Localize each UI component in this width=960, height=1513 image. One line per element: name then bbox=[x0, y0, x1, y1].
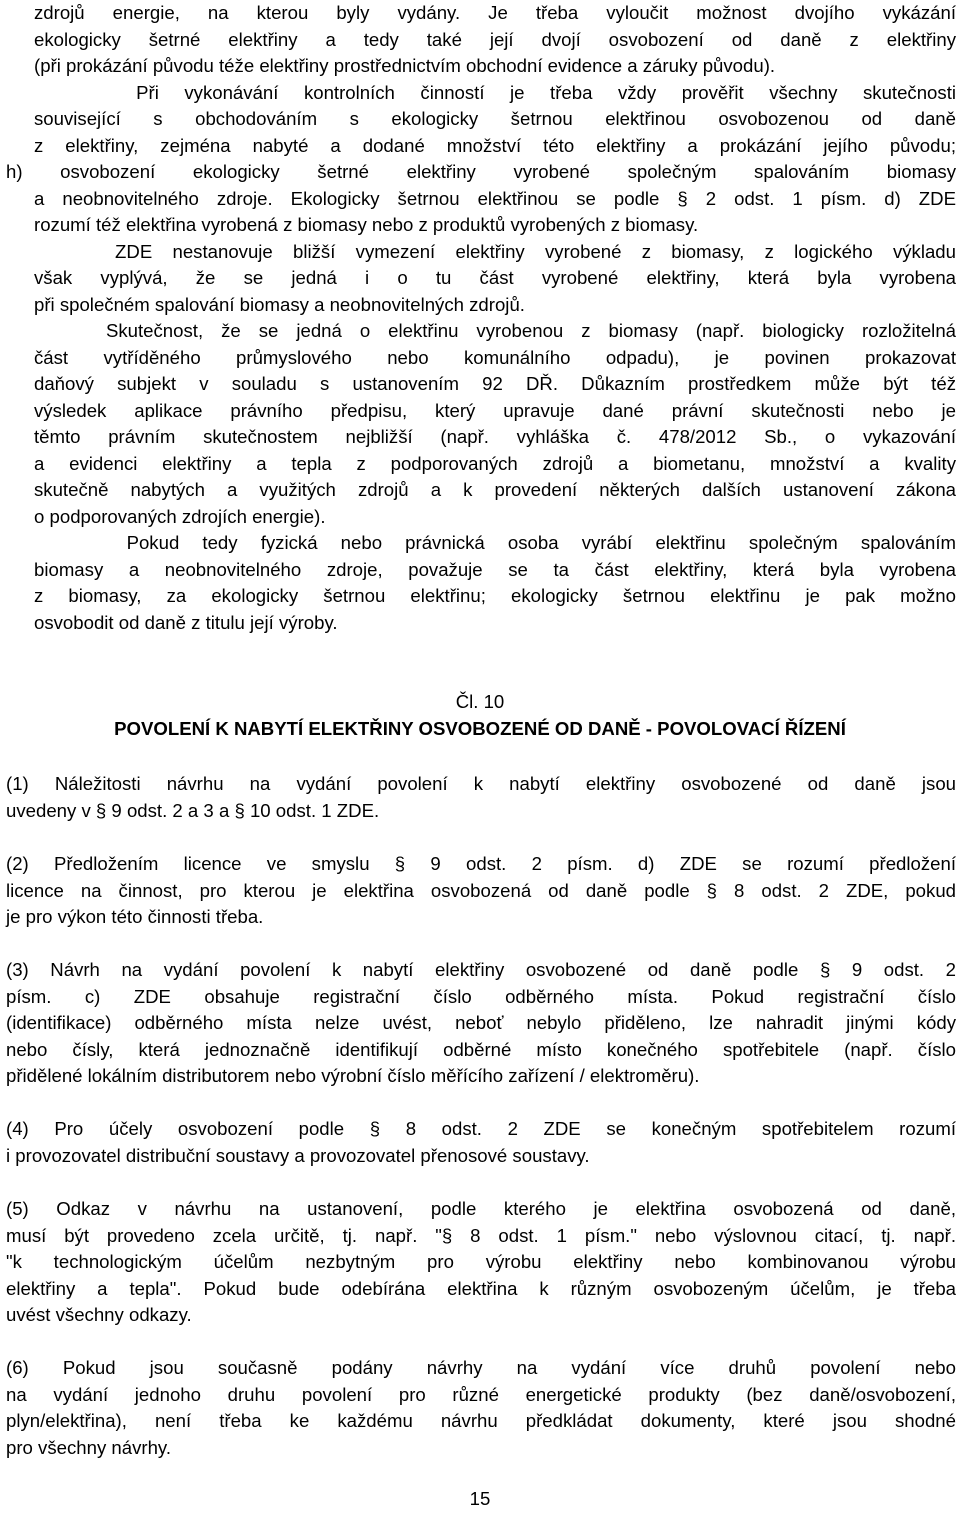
article-number: Čl. 10 bbox=[455, 691, 505, 712]
text-line: licence na činnost, pro kterou je elektřina osvobozená od daně podle § 8 odst. 2 ZDE, pokud bbox=[6, 879, 956, 901]
text-line: na vydání jednoho druhu povolení pro různé energetické produkty (bez daně/osvobození, bbox=[6, 1383, 956, 1405]
text-line: (3) Návrh na vydání povolení k nabytí elektřiny osvobozené od daně podle § 9 odst. 2 bbox=[6, 959, 956, 980]
text-line: výsledek aplikace právního předpisu, který upravuje dané právní skutečnosti nebo je bbox=[34, 399, 956, 421]
text-line: h) osvobození ekologicky šetrné elektřiny vyrobené společným spalováním biomasy bbox=[6, 161, 956, 182]
text-line: (při prokázání původu téže elektřiny prostřednictvím obchodní evidence a záruky původu). bbox=[34, 55, 776, 76]
text-line: z elektřiny, zejména nabyté a dodané množství této elektřiny a prokázání jejího původu; bbox=[34, 134, 956, 156]
text-line: skutečně nabytých a využitých zdrojů a k provedení některých dalších ustanovení zákona bbox=[34, 479, 956, 500]
text-line: o podporovaných zdrojích energie). bbox=[34, 505, 326, 527]
text-line: písm. c) ZDE obsahuje registrační číslo odběrného místa. Pokud registrační číslo bbox=[6, 985, 956, 1007]
text-line: uvedeny v § 9 odst. 2 a 3 a § 10 odst. 1 ZDE. bbox=[6, 799, 380, 821]
text-line: (6) Pokud jsou současně podány návrhy na vydání více druhů povolení nebo bbox=[6, 1357, 956, 1378]
text-line: ekologicky šetrné elektřiny a tedy také její dvojí osvobození od daně z elektřiny bbox=[34, 28, 956, 50]
text-line: Při vykonávání kontrolních činností je třeba vždy prověřit všechny skutečnosti bbox=[34, 81, 956, 103]
text-line: daňový subjekt v souladu s ustanovením 92 DŘ. Důkazním prostředkem může být též bbox=[34, 373, 956, 394]
page-number: 15 bbox=[469, 1488, 491, 1509]
text-line: je pro výkon této činnosti třeba. bbox=[6, 906, 264, 927]
text-line: související s obchodováním s ekologicky šetrnou elektřinou osvobozenou od daně bbox=[34, 108, 956, 129]
text-line: ZDE nestanovuje bližší vymezení elektřiny vyrobené z biomasy, z logického výkladu bbox=[34, 240, 956, 262]
text-line: pro všechny návrhy. bbox=[6, 1436, 172, 1458]
text-line: (1) Náležitosti návrhu na vydání povolení k nabytí elektřiny osvobozené od daně jsou bbox=[6, 773, 956, 794]
text-line: těmto právním skutečnostem nejbližší (např. vyhláška č. 478/2012 Sb., o vykazování bbox=[34, 426, 956, 447]
text-line: (4) Pro účely osvobození podle § 8 odst. 2 ZDE se konečným spotřebitelem rozumí bbox=[6, 1118, 956, 1139]
text-line: uvést všechny odkazy. bbox=[6, 1304, 192, 1325]
text-line: při společném spalování biomasy a neobnovitelných zdrojů. bbox=[34, 293, 525, 315]
text-line: a evidenci elektřiny a tepla z podporovaných zdrojů a biometanu, množství a kvality bbox=[34, 452, 956, 474]
text-line: musí být provedeno zcela určitě, tj. např. "§ 8 odst. 1 písm." nebo výslovnou citací, tj. např. bbox=[6, 1224, 956, 1246]
text-line: Pokud tedy fyzická nebo právnická osoba vyrábí elektřinu společným spalováním bbox=[34, 532, 956, 553]
text-line: přidělené lokálním distributorem nebo výrobní číslo měřícího zařízení / elektroměru). bbox=[6, 1065, 700, 1086]
text-line: (2) Předložením licence ve smyslu § 9 odst. 2 písm. d) ZDE se rozumí předložení bbox=[6, 853, 956, 874]
text-line: část vytříděného průmyslového nebo komunálního odpadu), je povinen prokazovat bbox=[34, 346, 956, 368]
text-line: zdrojů energie, na kterou byly vydány. Je třeba vyloučit možnost dvojího vykázání bbox=[34, 2, 956, 23]
article-title: POVOLENÍ K NABYTÍ ELEKTŘINY OSVOBOZENÉ OD DANĚ - POVOLOVACÍ ŘÍZENÍ bbox=[114, 718, 846, 739]
text-line: Skutečnost, že se jedná o elektřinu vyrobenou z biomasy (např. biologicky rozložitelná bbox=[34, 320, 956, 341]
text-line: osvobodit od daně z titulu její výroby. bbox=[34, 611, 338, 633]
text-line: biomasy a neobnovitelného zdroje, považuje se ta část elektřiny, která byla vyrobena bbox=[34, 558, 956, 580]
text-line: i provozovatel distribuční soustavy a provozovatel přenosové soustavy. bbox=[6, 1144, 590, 1166]
text-line: a neobnovitelného zdroje. Ekologicky šetrnou elektřinou se podle § 2 odst. 1 písm. d) ZDE bbox=[34, 187, 956, 209]
text-line: rozumí též elektřina vyrobená z biomasy nebo z produktů vyrobených z biomasy. bbox=[34, 214, 699, 235]
text-line: (identifikace) odběrného místa nelze uvést, neboť nebylo přiděleno, lze nahradit jinými kódy bbox=[6, 1012, 956, 1033]
text-line: však vyplývá, že se jedná i o tu část vyrobené elektřiny, která byla vyrobena bbox=[34, 267, 956, 288]
text-line: (5) Odkaz v návrhu na ustanovení, podle kterého je elektřina osvobozená od daně, bbox=[6, 1198, 956, 1219]
text-line: elektřiny a tepla". Pokud bude odebírána elektřina k různým osvobozeným účelům, je třeba bbox=[6, 1277, 956, 1299]
text-line: "k technologickým účelům nezbytným pro výrobu elektřiny nebo kombinovanou výrobu bbox=[6, 1251, 956, 1272]
text-line: z biomasy, za ekologicky šetrnou elektřinu; ekologicky šetrnou elektřinu je pak možno bbox=[34, 585, 956, 606]
text-line: nebo čísly, která jednoznačně identifikují odběrné místo konečného spotřebitele (např. číslo bbox=[6, 1038, 956, 1060]
text-line: plyn/elektřina), není třeba ke každému návrhu předkládat dokumenty, které jsou shodné bbox=[6, 1410, 956, 1431]
